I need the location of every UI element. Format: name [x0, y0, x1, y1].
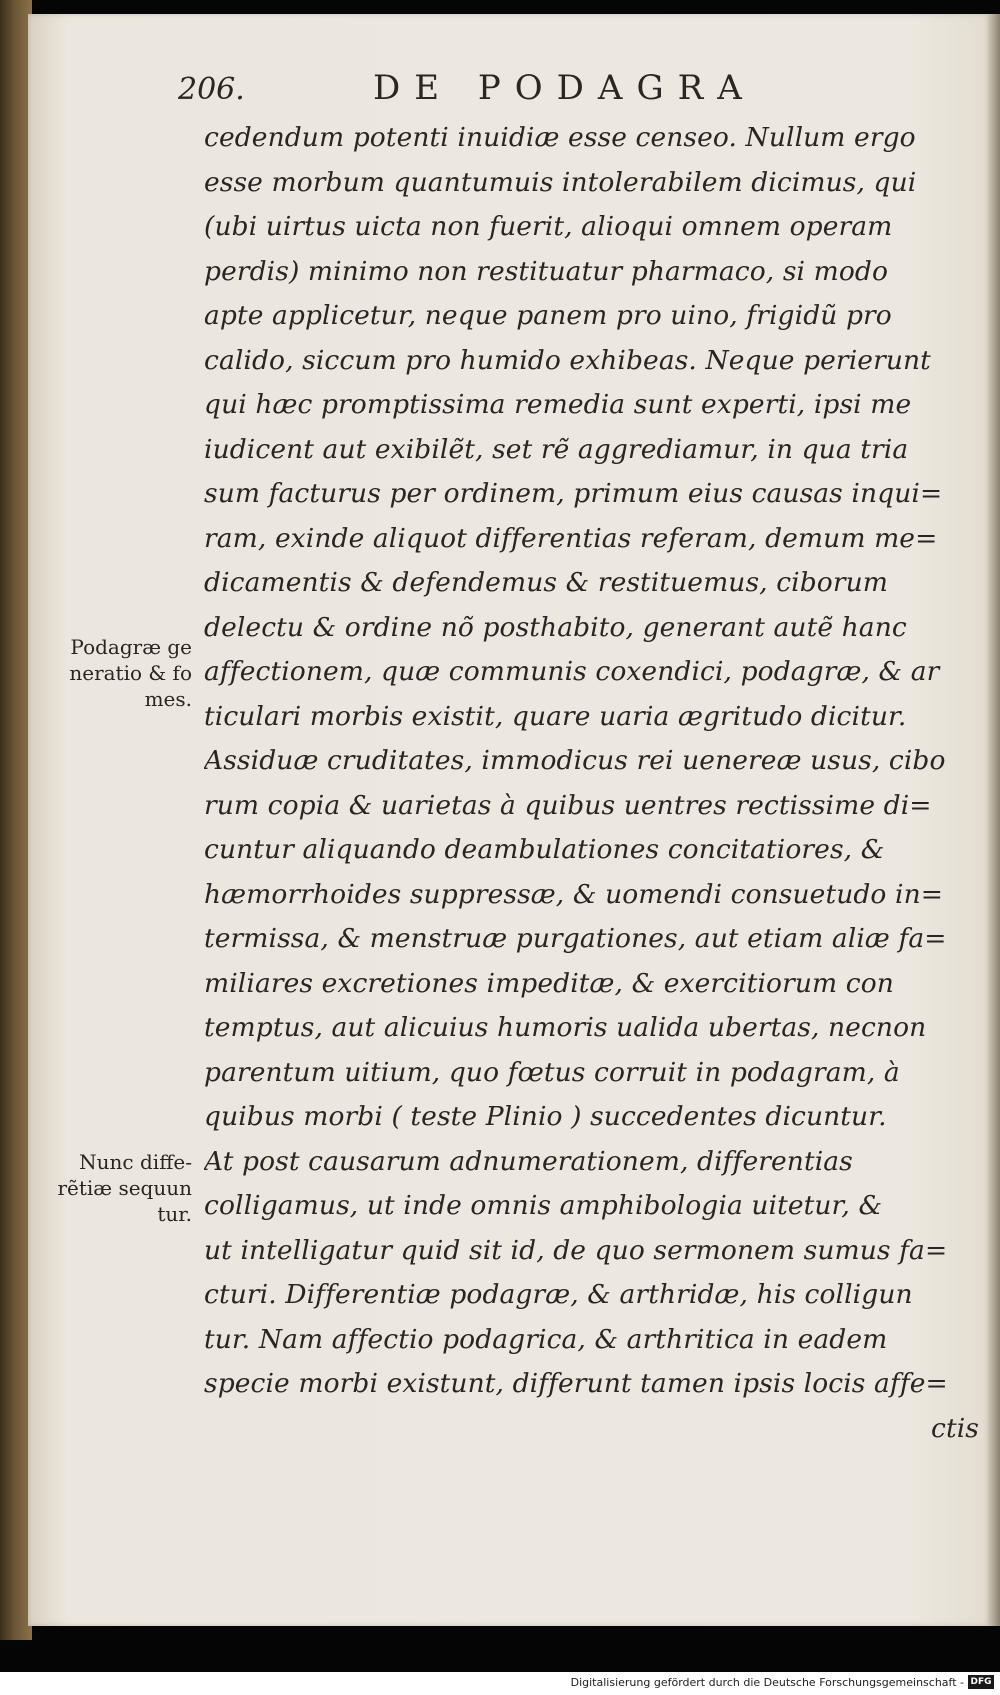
text-line: ctis: [931, 1412, 979, 1444]
footer-bar: [0, 1672, 1000, 1695]
text-line: tur. Nam affectio podagrica, & arthritica in eadem: [204, 1323, 888, 1355]
text-line: hæmorrhoides suppressæ, & uomendi consuetudo in=: [204, 878, 944, 910]
text-line: quibus morbi ( teste Plinio ) succedentes dicuntur.: [204, 1101, 887, 1132]
text-line: iudicent aut exibilẽt, set rẽ aggrediamur, in qua tria: [204, 433, 909, 465]
text-line: (ubi uirtus uicta non fuerit, alioqui omnem operam: [204, 211, 893, 242]
marginal-note-line: Podagræ ge: [70, 635, 192, 659]
text-line: rum copia & uarietas à quibus uentres rectissime di=: [204, 789, 932, 821]
text-line: delectu & ordine nõ posthabito, generant autẽ hanc: [204, 611, 907, 643]
text-line: qui hæc promptissima remedia sunt experti, ipsi me: [204, 389, 912, 420]
text-line: cedendum potenti inuidiæ esse censeo. Nullum ergo: [204, 122, 916, 153]
text-line: Assiduæ cruditates, immodicus rei uenereæ usus, cibo: [204, 745, 946, 776]
dfg-logo: DFG: [968, 1675, 994, 1689]
text-line: termissa, & menstruæ purgationes, aut etiam aliæ fa=: [204, 923, 947, 954]
marginal-note-line: tur.: [157, 1202, 192, 1226]
text-line: specie morbi existunt, differunt tamen ipsis locis affe=: [204, 1368, 948, 1399]
text-line: ram, exinde aliquot differentias referam, demum me=: [204, 522, 938, 554]
text-line: dicamentis & defendemus & restituemus, ciborum: [204, 567, 889, 598]
text-line: miliares excretiones impeditæ, & exercitiorum con: [204, 967, 894, 999]
text-line: colligamus, ut inde omnis amphibologia uitetur, &: [204, 1190, 883, 1221]
text-line: ut intelligatur quid sit id, de quo sermonem sumus fa=: [204, 1234, 948, 1266]
marginal-note-line: mes.: [144, 687, 192, 711]
page-edge: [988, 14, 1000, 1626]
funding-credit: Digitalisierung gefördert durch die Deutsche Forschungsgemeinschaft -: [570, 1676, 964, 1689]
text-line: At post causarum adnumerationem, differentias: [204, 1145, 853, 1177]
marginal-note-2: [56, 1149, 192, 1227]
text-line: apte applicetur, neque panem pro uino, frigidũ pro: [204, 300, 892, 331]
body-text: [204, 116, 979, 1451]
marginal-note-line: Nunc diffe-: [79, 1150, 192, 1174]
text-line: ticulari morbis existit, quare uaria ægritudo dicitur.: [204, 700, 907, 732]
running-head: [28, 68, 988, 108]
marginal-note-1: [56, 634, 192, 712]
marginal-note-line: rẽtiæ sequun: [57, 1176, 192, 1200]
text-line: cuntur aliquando deambulationes concitatiores, &: [204, 834, 885, 865]
text-line: affectionem, quæ communis coxendici, podagræ, & ar: [204, 656, 940, 687]
text-line: sum facturus per ordinem, primum eius causas inqui=: [204, 478, 943, 509]
text-line: perdis) minimo non restituatur pharmaco, si modo: [204, 255, 889, 287]
text-line: cturi. Differentiæ podagræ, & arthridæ, his colligun: [204, 1279, 913, 1310]
text-line: parentum uitium, quo fœtus corruit in podagram, à: [204, 1056, 900, 1088]
text-line: calido, siccum pro humido exhibeas. Neque perierunt: [204, 344, 931, 376]
page-number: 206.: [178, 72, 245, 107]
running-title: DE PODAGRA: [373, 68, 756, 108]
text-line: temptus, aut alicuius humoris ualida ubertas, necnon: [204, 1012, 927, 1043]
book-page: [28, 14, 988, 1626]
marginal-note-line: neratio & fo: [69, 661, 192, 685]
text-line: esse morbum quantumuis intolerabilem dicimus, qui: [204, 166, 917, 198]
